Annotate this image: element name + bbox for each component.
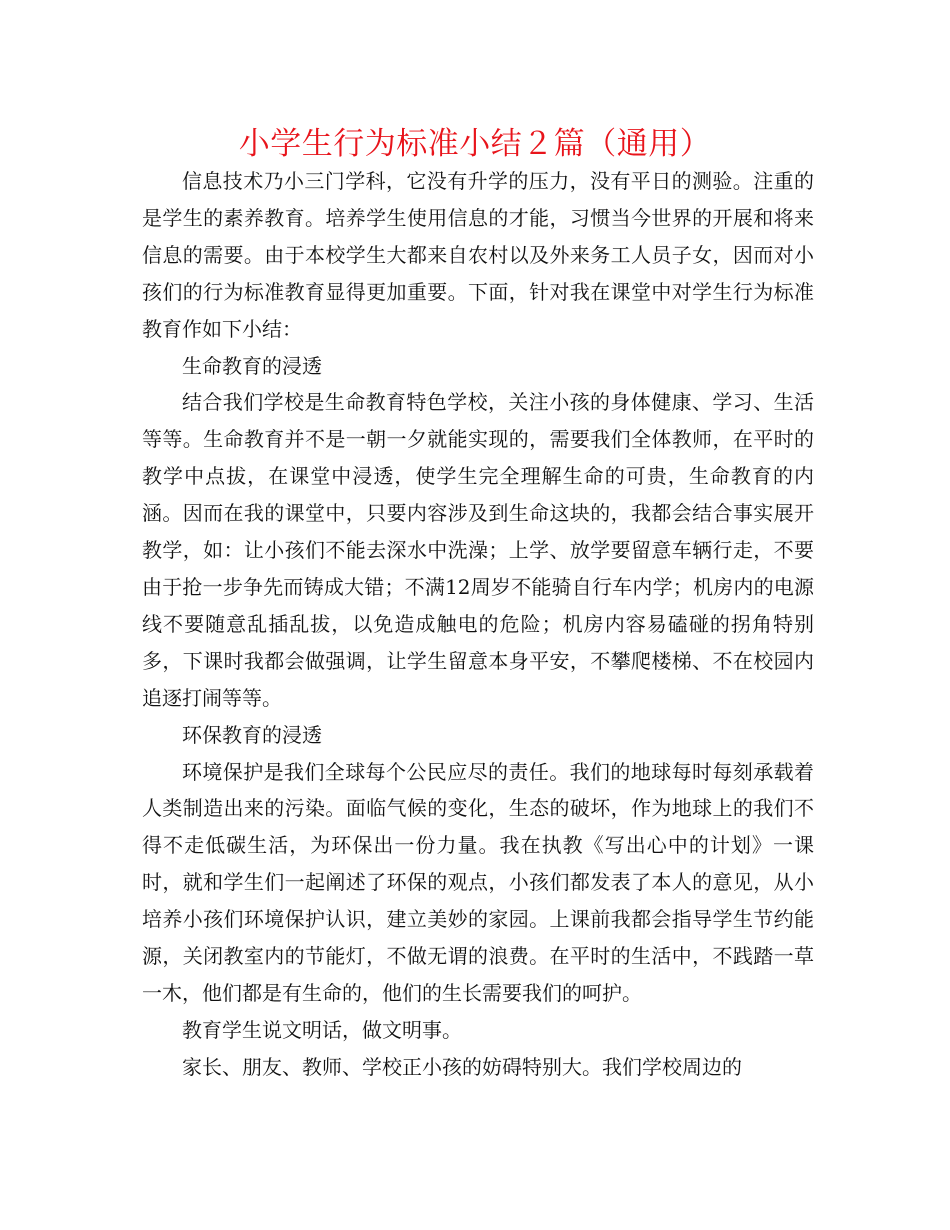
body-paragraph: 家长、朋友、教师、学校正小孩的妨碍特别大。我们学校周边的 xyxy=(182,1054,742,1079)
body-paragraph: 结合我们学校是生命教育特色学校，关注小孩的身体健康、学习、生活等等。生命教育并不是一朝一夕就能实现的，需要我们全体教师，在平时的教学中点拔，在课堂中浸透，使学生完全理解生命的可贵，生命教育的内涵。因而在我的课堂中，只要内容涉及到生命这块的，我都会结合事实展开教学，如：让小孩们不能去深水中洗澡；上学、放学要留意车辆行走，不要由于抢一步争先而铸成大错；不满12周岁不能骑自行车内学；机房内的电源线不要随意乱插乱拔，以免造成触电的危险；机房内容易磕碰的拐角特别多，下课时我都会做强调，让学生留意本身平安，不攀爬楼梯、不在校园内追逐打闹等等。 xyxy=(142,390,814,710)
section-heading: 教育学生说文明话，做文明事。 xyxy=(182,1017,462,1042)
body-paragraph: 信息技术乃小三门学科，它没有升学的压力，没有平日的测验。注重的是学生的素养教育。培养学生使用信息的才能，习惯当今世界的开展和将来信息的需要。由于本校学生大都来自农村以及外来务工人员子女，因而对小孩们的行为标准教育显得更加重要。下面，针对我在课堂中对学生行为标准教育作如下小结： xyxy=(142,169,814,341)
section-heading: 环保教育的浸透 xyxy=(182,722,322,747)
document-body xyxy=(142,163,814,1086)
document-title: 小学生行为标准小结２篇（通用） xyxy=(238,126,712,162)
body-paragraph: 环境保护是我们全球每个公民应尽的责任。我们的地球每时每刻承载着人类制造出来的污染。面临气候的变化，生态的破坏，作为地球上的我们不得不走低碳生活，为环保出一份力量。我在执教《写出心中的计划》一课时，就和学生们一起阐述了环保的观点，小孩们都发表了本人的意见，从小培养小孩们环境保护认识，建立美妙的家园。上课前我都会指导学生节约能源，关闭教室内的节能灯，不做无谓的浪费。在平时的生活中，不践踏一草一木，他们都是有生命的，他们的生长需要我们的呵护。 xyxy=(142,759,814,1005)
section-heading: 生命教育的浸透 xyxy=(182,353,322,378)
